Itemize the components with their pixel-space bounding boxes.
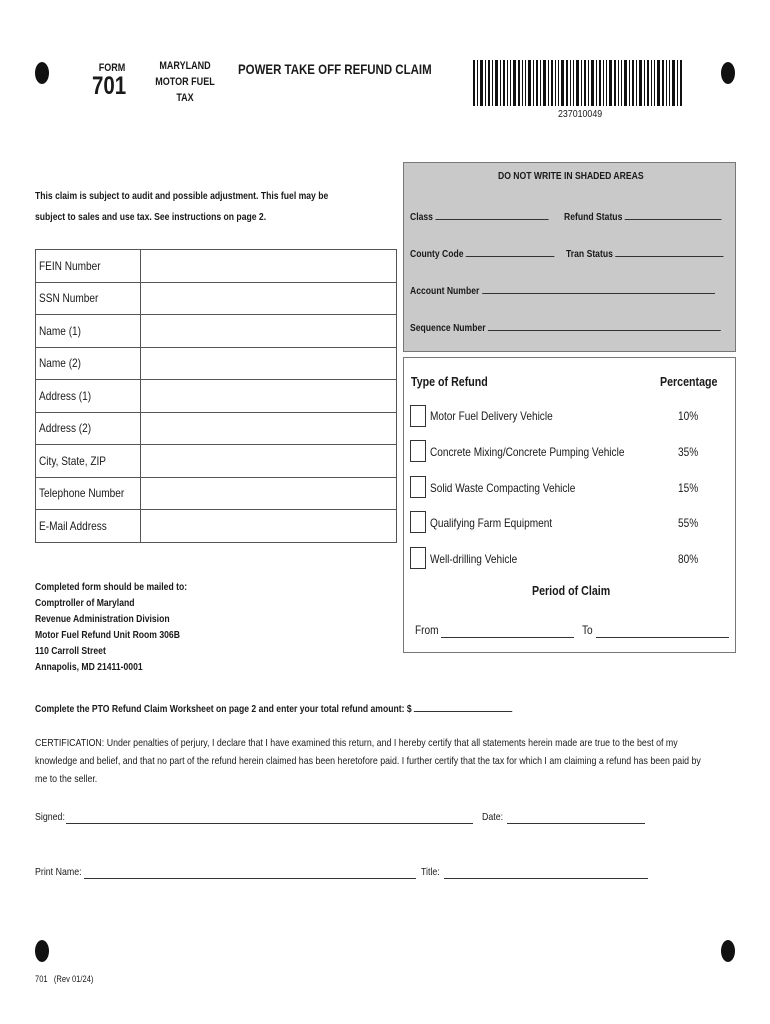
telephone-label: Telephone Number [39, 486, 125, 501]
concrete-mixing-pct: 35% [678, 445, 699, 459]
registration-mark-bottom-right [721, 940, 735, 962]
form-revision: 701 (Rev 01/24) [35, 974, 94, 984]
mail-to-line-3: Motor Fuel Refund Unit Room 306B [35, 629, 180, 641]
intro-line-1: This claim is subject to audit and possible adjustment. This fuel may be [35, 190, 329, 202]
agency-line-1: MARYLAND [159, 60, 211, 72]
motor-fuel-delivery-label: Motor Fuel Delivery Vehicle [430, 409, 553, 423]
telephone-input[interactable] [141, 477, 397, 510]
refund-amount-input[interactable] [414, 700, 512, 712]
agency-line-2: MOTOR FUEL [155, 76, 215, 88]
well-drilling-label: Well-drilling Vehicle [430, 552, 518, 566]
table-row [36, 282, 397, 315]
city-state-zip-label: City, State, ZIP [39, 453, 107, 468]
form-number: 701 [92, 72, 127, 100]
table-row [36, 315, 397, 348]
refund-status-label [564, 211, 722, 223]
tran-status-line [615, 256, 723, 257]
form-title: POWER TAKE OFF REFUND CLAIM [238, 61, 432, 77]
certification-line-3: me to the seller. [35, 773, 98, 785]
email-input[interactable] [141, 510, 397, 543]
worksheet-instruction [35, 700, 512, 715]
county-code-line [466, 256, 555, 257]
concrete-mixing-label: Concrete Mixing/Concrete Pumping Vehicle [430, 445, 625, 459]
taxpayer-info-table [35, 249, 397, 543]
county-code-label [410, 248, 555, 260]
table-row [36, 380, 397, 413]
barcode-number: 237010049 [558, 108, 603, 120]
mail-to-line-4: 110 Carroll Street [35, 645, 106, 657]
refund-type-heading: Type of Refund [411, 374, 488, 389]
percentage-heading: Percentage [660, 374, 718, 389]
ssn-input[interactable] [141, 282, 397, 315]
mail-to-line-5: Annapolis, MD 21411-0001 [35, 661, 143, 673]
address1-input[interactable] [141, 380, 397, 413]
signed-input[interactable] [66, 810, 473, 824]
table-row [36, 250, 397, 283]
title-input[interactable] [444, 865, 648, 879]
account-number-label [410, 285, 715, 297]
sequence-number-label [410, 322, 721, 334]
intro-line-2: subject to sales and use tax. See instructions on page 2. [35, 211, 267, 223]
from-input[interactable] [441, 623, 574, 638]
worksheet-text: Complete the PTO Refund Claim Worksheet on page 2 and enter your total refund amount: $ [35, 703, 412, 715]
sequence-number-line [488, 330, 721, 331]
farm-equipment-label: Qualifying Farm Equipment [430, 516, 553, 530]
certification-line-2: knowledge and belief, and that no part of the refund herein claimed has been heretofore paid. I further certify that the tax for which I am claiming a refund has been paid by [35, 755, 701, 767]
refund-status-text: Refund Status [564, 211, 623, 223]
solid-waste-checkbox[interactable] [410, 476, 426, 498]
form-label: FORM [98, 62, 126, 74]
solid-waste-pct: 15% [678, 481, 699, 495]
motor-fuel-delivery-checkbox[interactable] [410, 405, 426, 427]
to-label: To [582, 623, 593, 637]
office-use-shaded-box [403, 162, 736, 352]
county-code-text: County Code [410, 248, 464, 260]
table-row [36, 412, 397, 445]
mail-to-line-2: Revenue Administration Division [35, 613, 170, 625]
sequence-number-text: Sequence Number [410, 322, 486, 334]
class-label-text: Class [410, 211, 433, 223]
mail-to-heading: Completed form should be mailed to: [35, 581, 188, 593]
agency-name [146, 58, 224, 106]
certification-line-1: CERTIFICATION: Under penalties of perjury, I declare that I have examined this return, and I hereby certify that all statements herein made are true to the best of my [35, 737, 678, 749]
shaded-heading: DO NOT WRITE IN SHADED AREAS [498, 170, 644, 182]
print-name-input[interactable] [84, 865, 416, 879]
refund-status-line [625, 219, 722, 220]
table-row [36, 477, 397, 510]
date-input[interactable] [507, 810, 645, 824]
date-label: Date: [482, 811, 504, 823]
class-line [435, 219, 548, 220]
from-label: From [415, 623, 439, 637]
farm-equipment-checkbox[interactable] [410, 511, 426, 533]
signed-label: Signed: [35, 811, 65, 823]
period-of-claim-heading: Period of Claim [532, 583, 611, 598]
address1-label: Address (1) [39, 388, 92, 403]
refund-type-box [403, 357, 736, 653]
farm-equipment-pct: 55% [678, 516, 699, 530]
print-name-label: Print Name: [35, 866, 82, 878]
name1-label: Name (1) [39, 323, 82, 338]
name2-input[interactable] [141, 347, 397, 380]
tran-status-text: Tran Status [566, 248, 613, 260]
name1-input[interactable] [141, 315, 397, 348]
concrete-mixing-checkbox[interactable] [410, 440, 426, 462]
fein-label: FEIN Number [39, 258, 101, 273]
agency-line-3: TAX [176, 92, 194, 104]
ssn-label: SSN Number [39, 291, 99, 306]
address2-label: Address (2) [39, 421, 92, 436]
registration-mark-top-left [35, 62, 49, 84]
mail-to-line-1: Comptroller of Maryland [35, 597, 135, 609]
class-label [410, 211, 549, 223]
title-label: Title: [421, 866, 440, 878]
fein-input[interactable] [141, 250, 397, 283]
barcode [473, 60, 685, 106]
registration-mark-bottom-left [35, 940, 49, 962]
table-row [36, 510, 397, 543]
city-state-zip-input[interactable] [141, 445, 397, 478]
table-row [36, 347, 397, 380]
account-number-line [482, 293, 715, 294]
to-input[interactable] [596, 623, 729, 638]
name2-label: Name (2) [39, 356, 82, 371]
account-number-text: Account Number [410, 285, 480, 297]
well-drilling-checkbox[interactable] [410, 547, 426, 569]
motor-fuel-delivery-pct: 10% [678, 409, 699, 423]
email-label: E-Mail Address [39, 518, 107, 533]
address2-input[interactable] [141, 412, 397, 445]
table-row [36, 445, 397, 478]
registration-mark-top-right [721, 62, 735, 84]
well-drilling-pct: 80% [678, 552, 699, 566]
tran-status-label [566, 248, 724, 260]
solid-waste-label: Solid Waste Compacting Vehicle [430, 481, 576, 495]
